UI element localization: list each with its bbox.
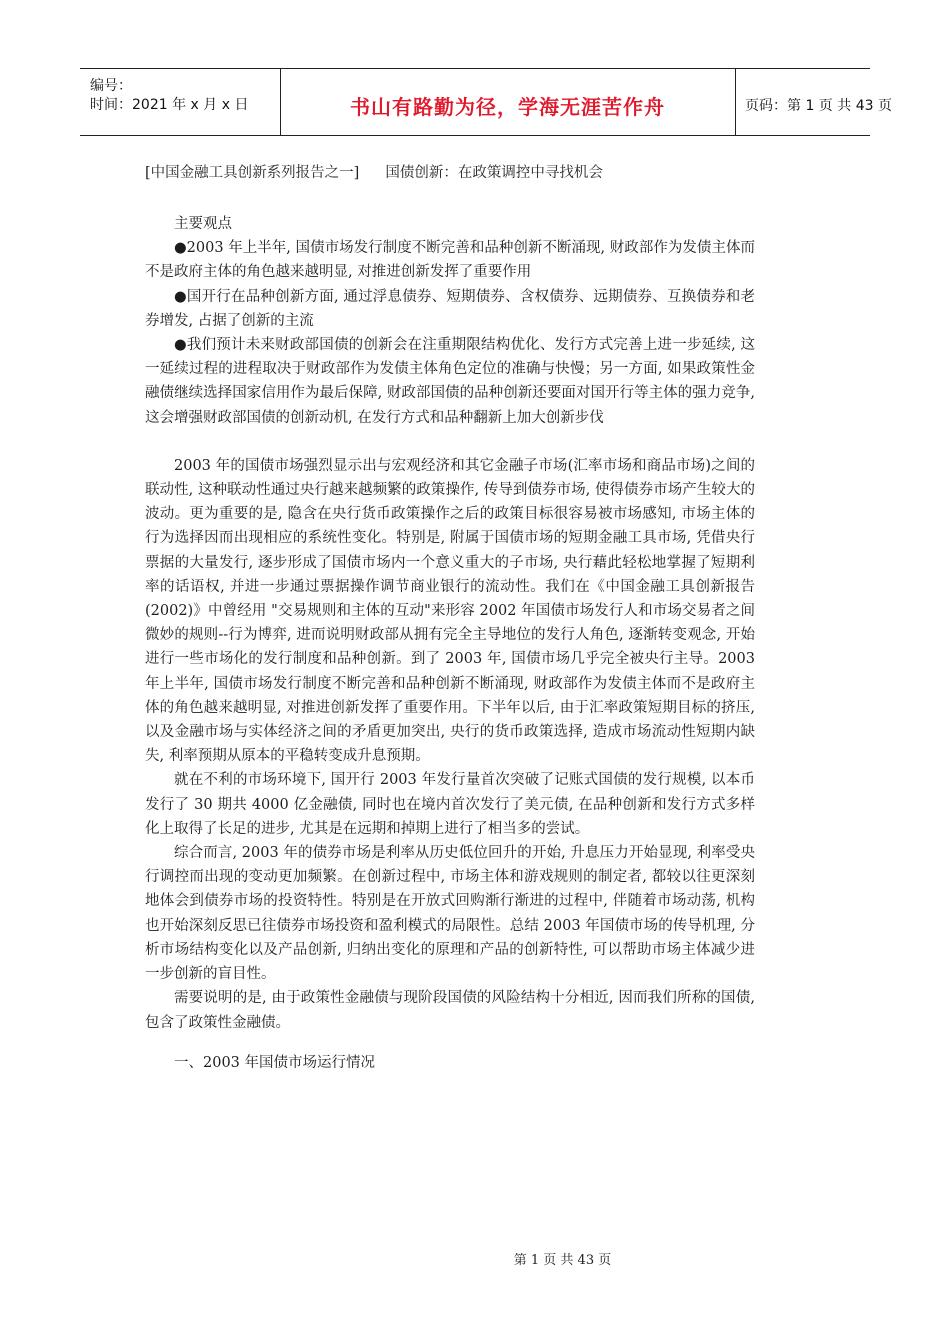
- key-point-1: ●2003 年上半年, 国债市场发行制度不断完善和品种创新不断涌现, 财政部作为发债主体而不是政府主体的角色越来越明显, 对推进创新发挥了重要作用: [145, 240, 755, 281]
- key-point-3: ●我们预计未来财政部国债的创新会在注重期限结构优化、发行方式完善上进一步延续, 这一延续过程的进程取决于财政部作为发债主体角色定位的准确与快慢；另一方面, 如果政策性金融债继续选择国家信用作为最后保障, 财政部国债的品种创新还要面对国开行等主体的强力竞争, 这会增强财政部国债的创新动机, 在发行方式和品种翻新上加大创新步伐: [145, 337, 755, 426]
- title-series: [中国金融工具创新系列报告之一]: [145, 165, 360, 181]
- body-paragraph-1: 2003 年的国债市场强烈显示出与宏观经济和其它金融子市场(汇率市场和商品市场)之间的联动性, 这种联动性通过央行越来越频繁的政策操作, 传导到债券市场, 使得债券市场产生较大的波动。更为重要的是, 隐含在央行货币政策操作之后的政策目标很容易被市场感知, 市场主体的行为选择因而出现相应的系统性变化。特别是, 附属于国债市场的短期金融工具市场, 凭借央行票据的大量发行, 逐步形成了国债市场内一个意义重大的子市场, 央行藉此轻松地掌握了短期利率的话语权, 并进一步通过票据操作调节商业银行的流动性。我们在《中国金融工具创新报告(2002)》中曾经用 "交易规则和主体的互动"来形容 2002 年国债市场发行人和市场交易者之间微妙的规则--行为博弈, 进而说明财政部从拥有完全主导地位的发行人角色, 逐渐转变观念, 开始进行一些市场化的发行制度和品种创新。到了 2003 年, 国债市场几乎完全被央行主导。2003 年上半年, 国债市场发行制度不断完善和品种创新不断涌现, 财政部作为发债主体而不是政府主体的角色越来越明显, 对推进创新发挥了重要作用。下半年以后, 由于汇率政策短期目标的挤压, 以及金融市场与实体经济之间的矛盾更加突出, 央行的货币政策选择, 造成市场流动性短期内缺失, 利率预期从原本的平稳转变成升息预期。: [145, 457, 755, 765]
- motto-text: 书山有路勤为径，学海无涯苦作舟: [350, 95, 665, 119]
- header-left-cell: [80, 69, 281, 135]
- body-paragraph-2: 就在不利的市场环境下, 国开行 2003 年发行量首次突破了记账式国债的发行规模, 以本币发行了 30 期共 4000 亿金融债, 同时也在境内首次发行了美元债, 在品种创新和发行方式多样化上取得了长足的进步, 尤其是在远期和掉期上进行了相当多的尝试。: [145, 772, 755, 837]
- body-paragraph-4: 需要说明的是, 由于政策性金融债与现阶段国债的风险结构十分相近, 因而我们所称的国债, 包含了政策性金融债。: [145, 990, 755, 1031]
- document-body: [145, 212, 755, 1075]
- key-point-2: ●国开行在品种创新方面, 通过浮息债券、短期债券、含权债券、远期债券、互换债券和老券增发, 占据了创新的主流: [145, 288, 755, 329]
- section-heading-1: 一、2003 年国债市场运行情况: [174, 1054, 376, 1071]
- header-page-cell: [735, 69, 892, 135]
- page-footer: 第 1 页 共 43 页: [513, 1253, 612, 1268]
- body-paragraph-3: 综合而言, 2003 年的债券市场是利率从历史低位回升的开始, 升息压力开始显现, 利率受央行调控而出现的变动更加频繁。在创新过程中, 市场主体和游戏规则的制定者, 都较以往更深刻地体会到债券市场的投资特性。特别是在开放式回购渐行渐进的过程中, 伴随着市场动荡, 机构也开始深刻反思已往债券市场投资和盈利模式的局限性。总结 2003 年国债市场的传导机理, 分析市场结构变化以及产品创新, 归纳出变化的原理和产品的创新特性, 可以帮助市场主体减少进一步创新的盲目性。: [145, 845, 755, 983]
- page-code: 页码：第 1 页 共 43 页: [745, 98, 892, 114]
- spacer: [145, 430, 755, 454]
- date-label: 时间：2021 年 x 月 x 日: [90, 97, 249, 113]
- header-table: [80, 68, 892, 136]
- header-motto-cell: [280, 69, 736, 135]
- document-title: [145, 161, 603, 182]
- key-points-heading: 主要观点: [174, 216, 232, 232]
- document-number-label: 编号：: [90, 78, 132, 94]
- spacer: [145, 1035, 755, 1051]
- title-subject: 国债创新：在政策调控中寻找机会: [385, 165, 603, 181]
